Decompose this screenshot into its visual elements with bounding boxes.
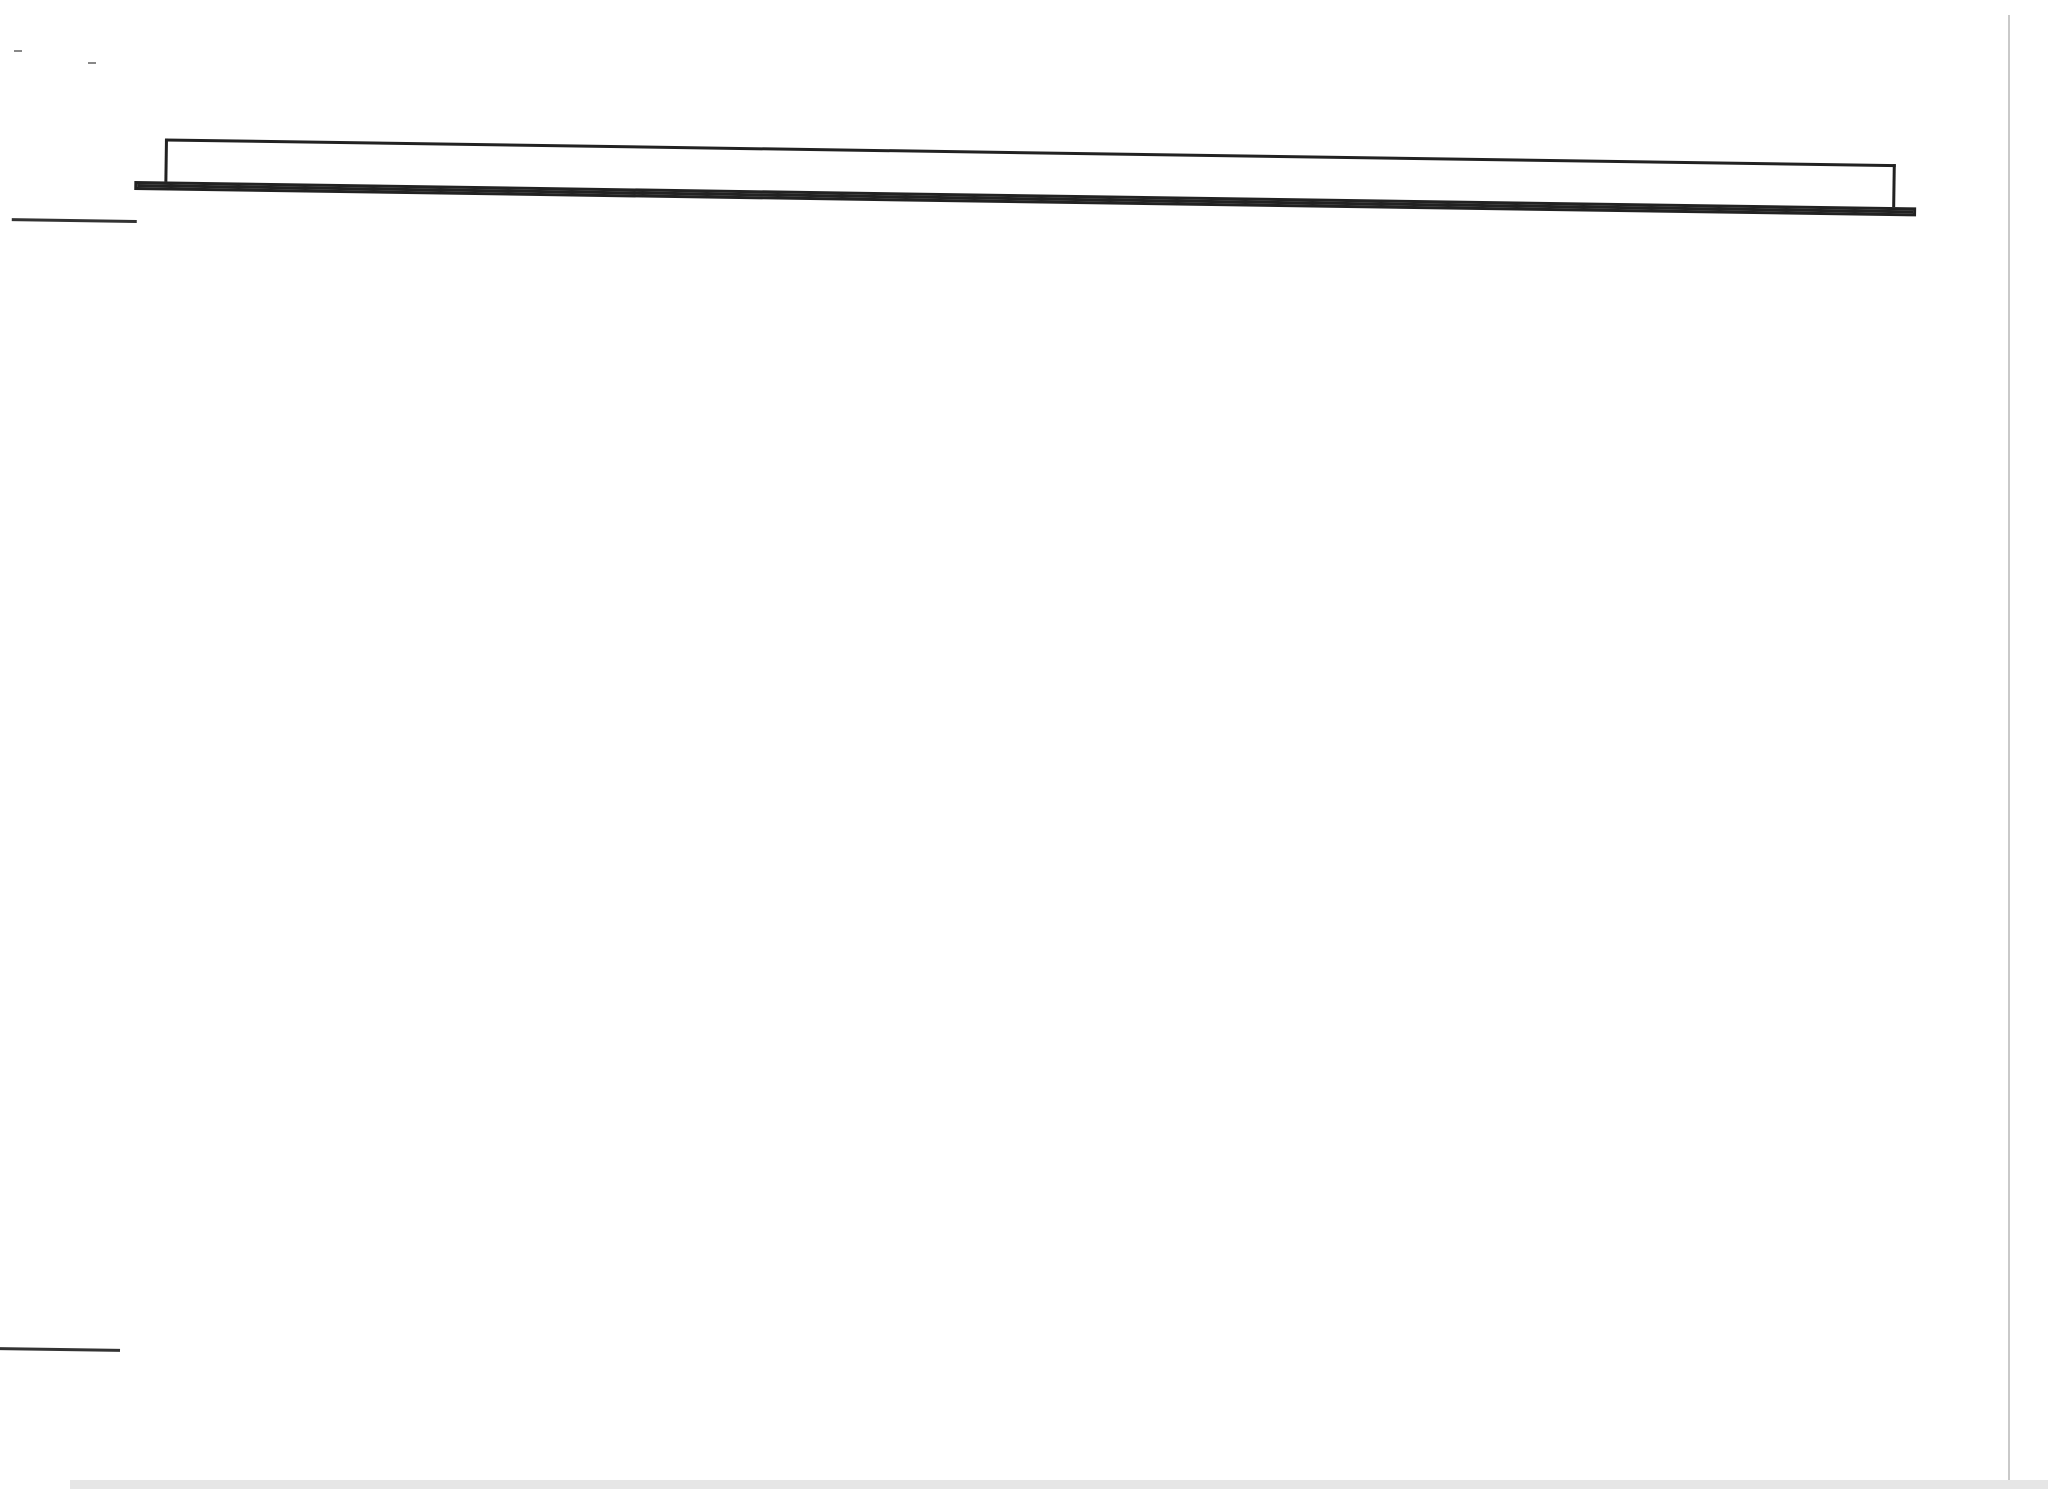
document-sheet bbox=[134, 138, 1917, 216]
groupe-label bbox=[51, 453, 111, 454]
scan-mark bbox=[14, 50, 22, 52]
page-edge-bottom bbox=[70, 1480, 2048, 1489]
scan-mark bbox=[88, 62, 96, 64]
page-edge bbox=[2008, 15, 2010, 1485]
side-rule bbox=[0, 1347, 120, 1352]
side-rule bbox=[12, 218, 137, 223]
